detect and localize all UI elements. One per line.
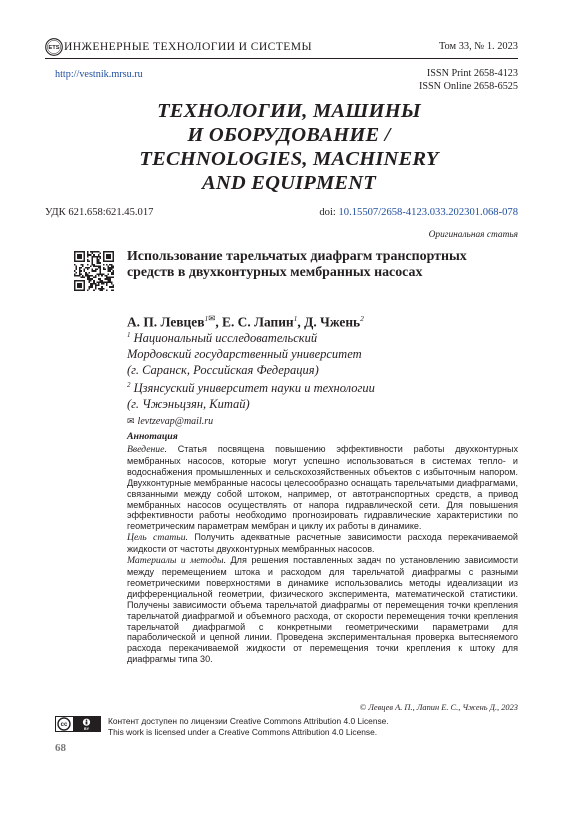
article-type: Оригинальная статья bbox=[428, 230, 518, 240]
header-divider bbox=[45, 58, 518, 59]
annotation-heading: Аннотация bbox=[127, 431, 178, 442]
affil-sup: 2 bbox=[127, 381, 131, 390]
email-line bbox=[127, 414, 507, 430]
doi-line bbox=[319, 207, 518, 218]
journal-logo-icon bbox=[45, 38, 63, 56]
affiliation-text: Цзянсуский университет науки и технологии bbox=[133, 381, 375, 396]
article-title: Использование тарельчатых диафрагм транспортных средств в двухконтурных мембранных насосах bbox=[127, 249, 467, 280]
author-name[interactable]: Е. С. Лапин bbox=[222, 314, 294, 330]
affiliation-line: Мордовский государственный университет bbox=[127, 346, 362, 361]
abstract-text: Статья посвящена повышению эффективности работы двухконтурных мембранных насосов, которые могут успешно использоваться в системах тепло- и водоснабжения промышленных и сельскохозяйственных объектов с избыточным напором. Двухконтурные мембранные насосы целесообразно оснащать тарельчатыми диафрагмами, связанными между собой штоком, например, от автотранспортных средств, а привод мембранных насосов осуществлять от напора гидравлической сети. Для повышения эффективности работы необходимо прогнозировать гидравлические характеристики по геометрическим параметрам мембран и циклу их работы в динамике. bbox=[127, 444, 518, 532]
abstract-label: Цель статьи. bbox=[127, 532, 188, 544]
affiliation-line: (г. Чжэньцзян, Китай) bbox=[127, 397, 250, 412]
section-title-line: AND EQUIPMENT bbox=[201, 172, 377, 194]
abstract-label: Материалы и методы. bbox=[127, 555, 227, 567]
affiliation-line bbox=[127, 378, 507, 397]
abstract-text: Для решения поставленных задач по установлению зависимости между перемещением штока и расходом для тарельчатой диафрагмы с разными геометрическими поверхностями в динамике использовались методы идеализации из дифференциальной геометрии, физического эксперимента, математической статистики. Получены зависимости объема тарельчатой диафрагмы от перемещения точки крепления тарельчатой диафрагмой и объемного расхода, от скорости перемещения точки крепления тарельчатой диафрагмой с конкретными геометрическими параметрами для параболической и цепной линии. Проведена экспериментальная проверка вытесняемого расхода перекачиваемой жидкости от перемещения точки крепления к штоку для диафрагмы типа 30. bbox=[127, 555, 518, 665]
author-sep: , bbox=[215, 314, 223, 330]
svg-text:cc: cc bbox=[60, 722, 68, 729]
author-affil-sup: 2 bbox=[360, 314, 364, 323]
abstract-label: Введение. bbox=[127, 444, 167, 455]
doi-link[interactable]: 10.15507/2658-4123.033.202301.068-078 bbox=[338, 207, 518, 218]
abstract-text: Получить адекватные расчетные зависимости расхода перекачиваемой жидкости от частоты двухконтурных мембранных насосов. bbox=[127, 532, 518, 555]
issue-info: Том 33, № 1. 2023 bbox=[438, 41, 518, 52]
license-en: This work is licensed under a Creative Commons Attribution 4.0 License. bbox=[108, 726, 378, 737]
section-title bbox=[0, 99, 578, 195]
abstract-paragraph bbox=[127, 532, 518, 555]
abstract-paragraph bbox=[127, 555, 518, 665]
doi-prefix: doi: bbox=[319, 207, 339, 218]
issn-block bbox=[419, 68, 518, 93]
creative-commons-badge-icon[interactable] bbox=[55, 716, 101, 732]
affiliations bbox=[127, 328, 507, 430]
qr-code-icon[interactable] bbox=[74, 251, 114, 291]
udk-code: УДК 621.658:621.45.017 bbox=[45, 207, 154, 218]
section-title-line: TECHNOLOGIES, MACHINERY bbox=[139, 148, 439, 170]
license-ru: Контент доступен по лицензии Creative Commons Attribution 4.0 License. bbox=[108, 716, 389, 726]
abstract bbox=[127, 444, 518, 665]
logo-text: ETS bbox=[48, 45, 60, 52]
affil-sup: 1 bbox=[127, 331, 131, 339]
email-link[interactable]: levtzevap@mail.ru bbox=[137, 415, 214, 427]
section-title-line: И ОБОРУДОВАНИЕ / bbox=[187, 124, 391, 146]
journal-url-link[interactable]: http://vestnik.mrsu.ru bbox=[55, 69, 143, 80]
copyright-notice: © Левцев А. П., Лапин Е. С., Чжень Д., 2023 bbox=[359, 703, 518, 712]
envelope-icon: ✉ bbox=[127, 415, 135, 426]
affiliation-line bbox=[127, 328, 507, 347]
affiliation-text: Национальный исследовательский bbox=[133, 331, 318, 346]
issn-online: ISSN Online 2658-6525 bbox=[418, 80, 518, 92]
author-affil-sup: 1 bbox=[204, 314, 209, 323]
affiliation-line: (г. Саранск, Российская Федерация) bbox=[127, 362, 319, 377]
journal-header bbox=[45, 38, 518, 56]
license-text bbox=[108, 716, 518, 737]
envelope-icon: ✉ bbox=[208, 313, 216, 323]
author-name[interactable]: Д. Чжень bbox=[304, 314, 361, 330]
section-title-line: ТЕХНОЛОГИИ, МАШИНЫ bbox=[157, 100, 421, 122]
journal-name: ИНЖЕНЕРНЫЕ ТЕХНОЛОГИИ И СИСТЕМЫ bbox=[64, 40, 312, 53]
svg-text:BY: BY bbox=[84, 727, 89, 732]
author-sep: , bbox=[297, 314, 305, 330]
issn-print: ISSN Print 2658-4123 bbox=[426, 68, 518, 79]
author-affil-sup: 1 bbox=[293, 314, 298, 323]
page-number: 68 bbox=[55, 742, 66, 754]
author-name[interactable]: А. П. Левцев bbox=[127, 314, 205, 330]
abstract-paragraph bbox=[127, 444, 518, 532]
